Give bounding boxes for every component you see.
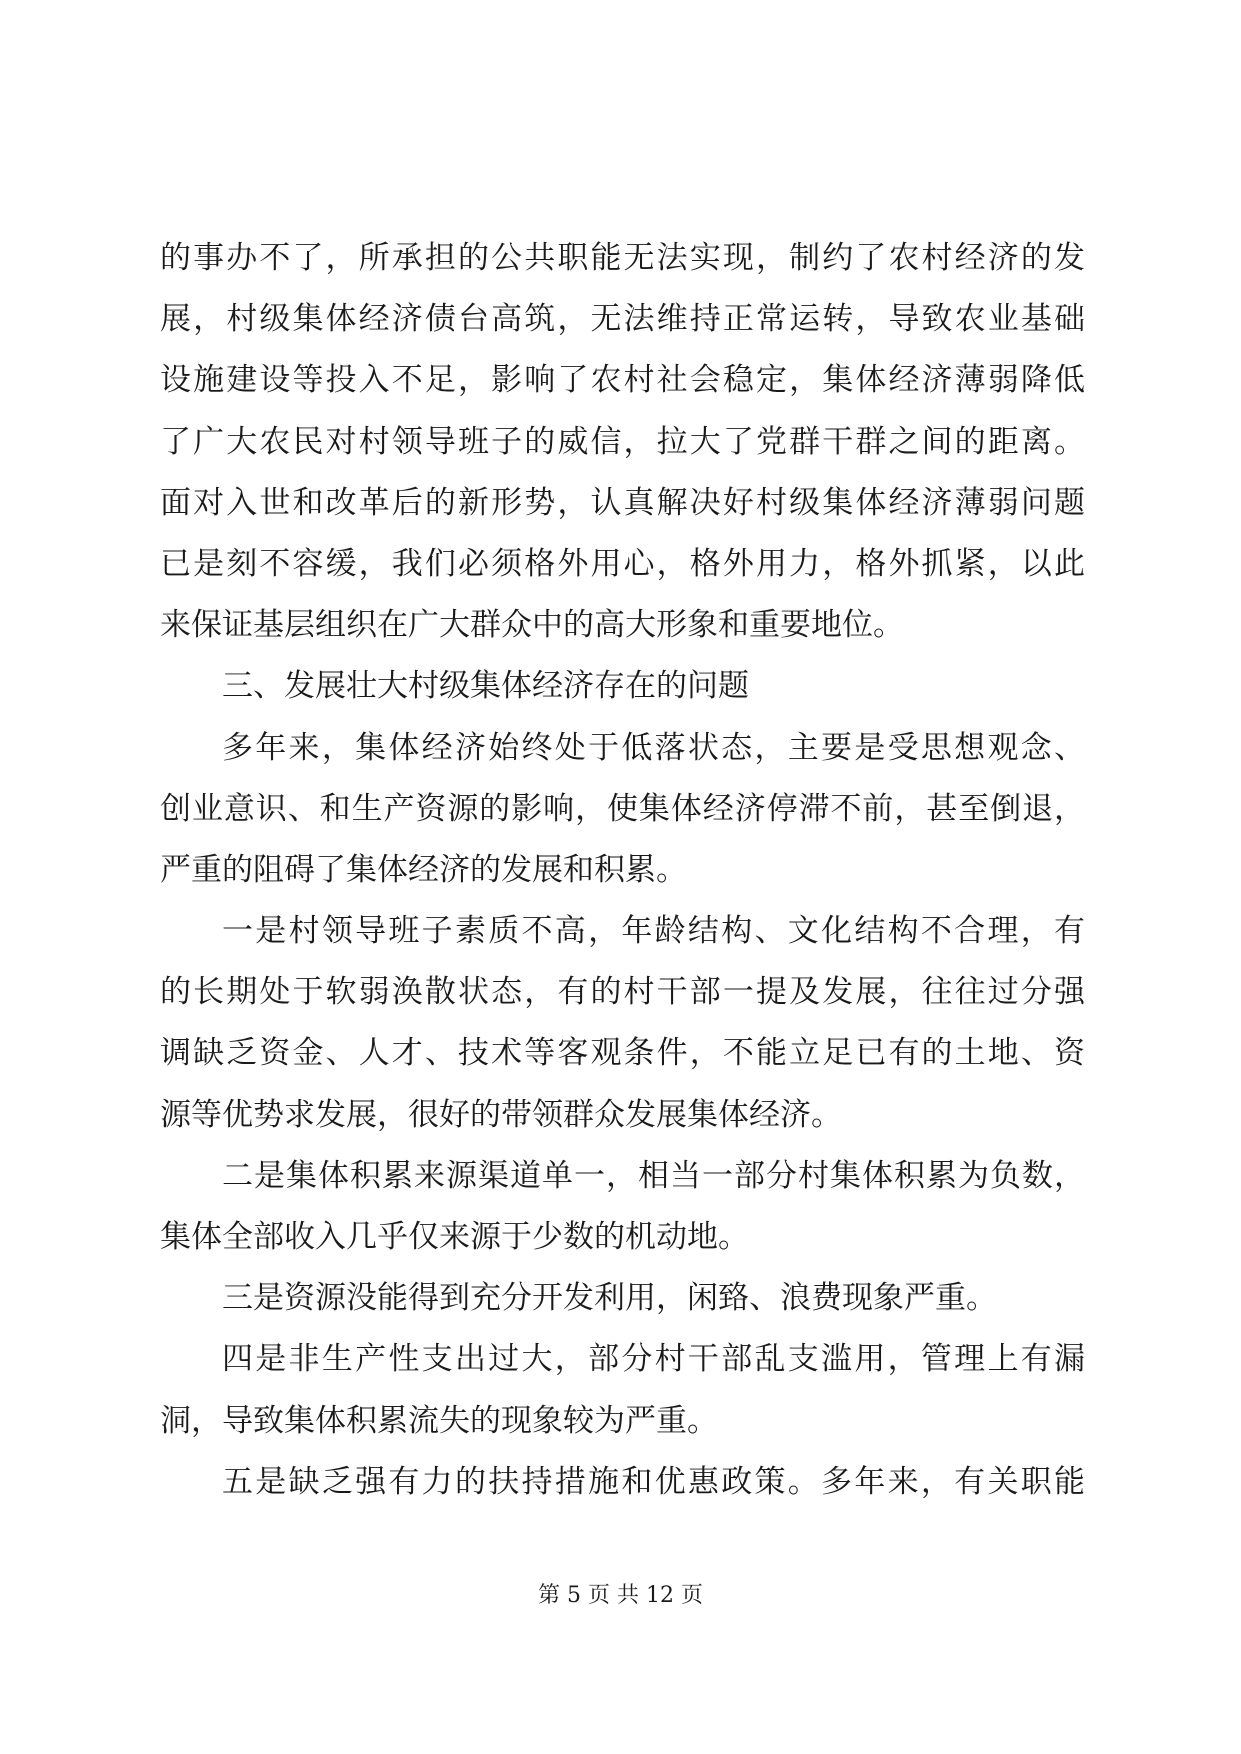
text-line: 集体全部收入几乎仅来源于少数的机动地。 [160,1219,749,1255]
text-line: 展，村级集体经济债台高筑，无法维持正常运转，导致农业基础 [160,301,1085,338]
text-line: 洞，导致集体积累流失的现象较为严重。 [160,1402,718,1439]
text-line: 的事办不了，所承担的公共职能无法实现，制约了农村经济的发 [160,240,1085,276]
text-line: 三是资源没能得到充分开发利用，闲臵、浪费现象严重。 [222,1280,997,1317]
text-line: 的长期处于软弱涣散状态，有的村干部一提及发展，往往过分强 [160,974,1085,1011]
text-line: 源等优势求发展，很好的带领群众发展集体经济。 [160,1096,842,1133]
text-line: 已是刻不容缓，我们必须格外用心，格外用力，格外抓紧，以此 [160,545,1085,582]
text-line: 四是非生产性支出过大，部分村干部乱支滥用，管理上有漏 [222,1341,1085,1378]
text-line: 调缺乏资金、人才、技术等客观条件，不能立足已有的土地、资 [160,1035,1085,1072]
text-line: 三、发展壮大村级集体经济存在的问题 [222,668,749,705]
text-line: 一是村领导班子素质不高，年龄结构、文化结构不合理，有 [222,913,1085,950]
text-line: 严重的阻碍了集体经济的发展和积累。 [160,851,687,888]
text-line: 五是缺乏强有力的扶持措施和优惠政策。多年来，有关职能 [222,1463,1085,1500]
document-body [160,228,1085,1513]
text-line: 来保证基层组织在广大群众中的高大形象和重要地位。 [160,607,904,644]
text-line: 面对入世和改革后的新形势，认真解决好村级集体经济薄弱问题 [160,484,1085,521]
text-line: 设施建设等投入不足，影响了农村社会稳定，集体经济薄弱降低 [160,362,1085,399]
text-line: 了广大农民对村领导班子的威信，拉大了党群干群之间的距离。 [160,423,1085,460]
text-line: 创业意识、和生产资源的影响，使集体经济停滞不前，甚至倒退， [160,790,1085,827]
page-footer: 第 5 页 共 12 页 [538,1583,703,1608]
text-line: 二是集体积累来源渠道单一，相当一部分村集体积累为负数， [222,1157,1085,1194]
text-line: 多年来，集体经济始终处于低落状态，主要是受思想观念、 [222,729,1085,766]
